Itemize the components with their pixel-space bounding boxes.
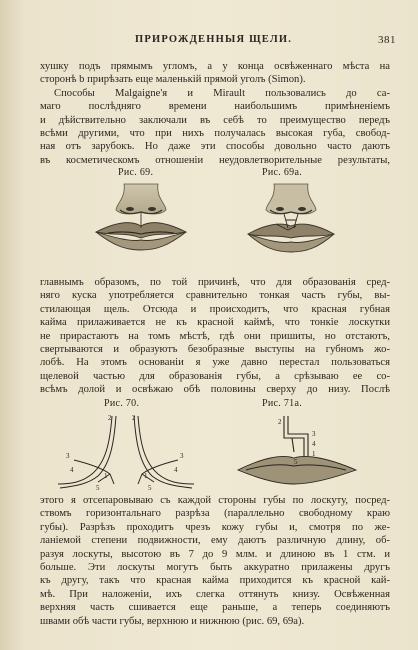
- figure-70-label: 5: [96, 484, 100, 492]
- figure-70-caption: Рис. 70.: [104, 398, 140, 409]
- figure-70-illustration: [52, 412, 202, 492]
- text-line: Способы Malgaigne'я и Mirault пользовались до са-: [54, 87, 390, 99]
- text-line: ствомъ горизонтальнаго разрѣза (параллельно свободному краю: [40, 508, 390, 520]
- text-line: верхняя часть сшивается еще раньше, а теперь соединяютъ: [40, 602, 390, 614]
- figure-70-label: 2: [108, 414, 112, 422]
- text-block-top: [40, 60, 390, 167]
- text-line: всѣми другими, что при нихъ получалась высокая губа, свобод-: [40, 128, 390, 140]
- text-line: мѣ. При наложеніи, ихъ слегка оттянуть книзу. Освѣженная: [40, 588, 390, 600]
- text-line: кайма прилаживается не къ красной каймѣ, что тонкіе лоскутки: [40, 317, 390, 329]
- figure-71a-label: 4: [312, 440, 316, 448]
- figure-70-label: 3: [66, 452, 70, 460]
- text-line: щелевой частью для образованія губы, а срѣзываю ее со-: [40, 370, 390, 382]
- page-number: 381: [378, 34, 396, 46]
- text-line: няго куска употребляется сравнительно тонкая часть губы, вы-: [40, 290, 390, 302]
- figure-71a-illustration: [232, 412, 362, 492]
- text-line: и дѣйствительно заключали въ себѣ то преимущество передъ: [40, 114, 390, 126]
- figure-69a-illustration: [236, 180, 346, 260]
- text-block-middle: [40, 276, 390, 397]
- figure-69-illustration: [86, 180, 196, 260]
- text-line: въ косметическомъ отношеніи неудовлетворительные результаты,: [40, 154, 390, 166]
- text-line: стилающая щель. Отсюда и происходитъ, что красная губная: [40, 303, 390, 315]
- figure-70-label: 5: [148, 484, 152, 492]
- figure-71a-label: 5: [294, 458, 298, 466]
- figure-70-label: 2: [132, 414, 136, 422]
- running-header: [40, 34, 396, 50]
- figure-69a-caption: Рис. 69а.: [262, 167, 302, 178]
- figure-70-label: 4: [70, 466, 74, 474]
- text-line: швами обѣ части губы, верхнюю и нижнюю (рис. 69, 69а).: [40, 615, 305, 627]
- figure-71a-label: 1: [312, 450, 316, 458]
- text-line: свертываются и образуютъ безобразные выступы на губномъ жо-: [40, 344, 390, 356]
- text-line: всѣмъ долой и освѣжаю обѣ половины сверху до низу. Послѣ: [40, 384, 390, 396]
- figure-71a-label: 2: [278, 418, 282, 426]
- figure-71a-caption: Рис. 71а.: [262, 398, 302, 409]
- figure-70-label: 4: [174, 466, 178, 474]
- text-line: разуя лоскуты, высотою въ 7 до 9 млм. и длиною въ 1 стм. и: [40, 548, 390, 560]
- text-line: ная отъ зарубокъ. Но даже эти способы довольно часто даютъ: [40, 141, 390, 153]
- figure-70-label: 1: [104, 472, 108, 480]
- text-line: этого я отсепаровываю съ каждой стороны губы по лоскуту, посред-: [40, 495, 390, 506]
- figure-69-caption: Рис. 69.: [118, 167, 154, 178]
- text-line: маго послѣдняго времени наибольшимъ примѣненіемъ: [40, 101, 390, 113]
- figure-70-label: 1: [144, 472, 148, 480]
- text-line: хушку подъ прямымъ угломъ, а у конца освѣженнаго мѣста на: [40, 61, 390, 72]
- figure-70-label: 3: [180, 452, 184, 460]
- text-line: лобѣ. На этомъ основаніи я уже давно перестал пользоваться: [40, 357, 390, 369]
- text-line: къ другу, такъ что красная кайма приходится къ красной кай-: [40, 575, 390, 587]
- text-line: не прирастаютъ на томъ мѣстѣ, гдѣ они пришиты, но отстаютъ,: [40, 330, 390, 342]
- text-line: главнымъ образомъ, по той причинѣ, что для образованія сред-: [40, 277, 390, 288]
- text-line: сторонѣ b прирѣзать еще маленькій прямой уголъ (Simon).: [40, 74, 306, 86]
- running-title: ПРИРОЖДЕННЫЯ ЩЕЛИ.: [135, 34, 293, 45]
- figure-71a-label: 3: [312, 430, 316, 438]
- text-line: ланіемой степени подвижности, ему даютъ различную длину, об-: [40, 535, 390, 547]
- text-line: губы). Разрѣзъ проходитъ чрезъ кожу губы и, смотря по же-: [40, 521, 390, 533]
- text-line: больше. Эти лоскуты могутъ быть аккуратно прилажены другъ: [40, 562, 390, 574]
- text-block-bottom: [40, 494, 390, 628]
